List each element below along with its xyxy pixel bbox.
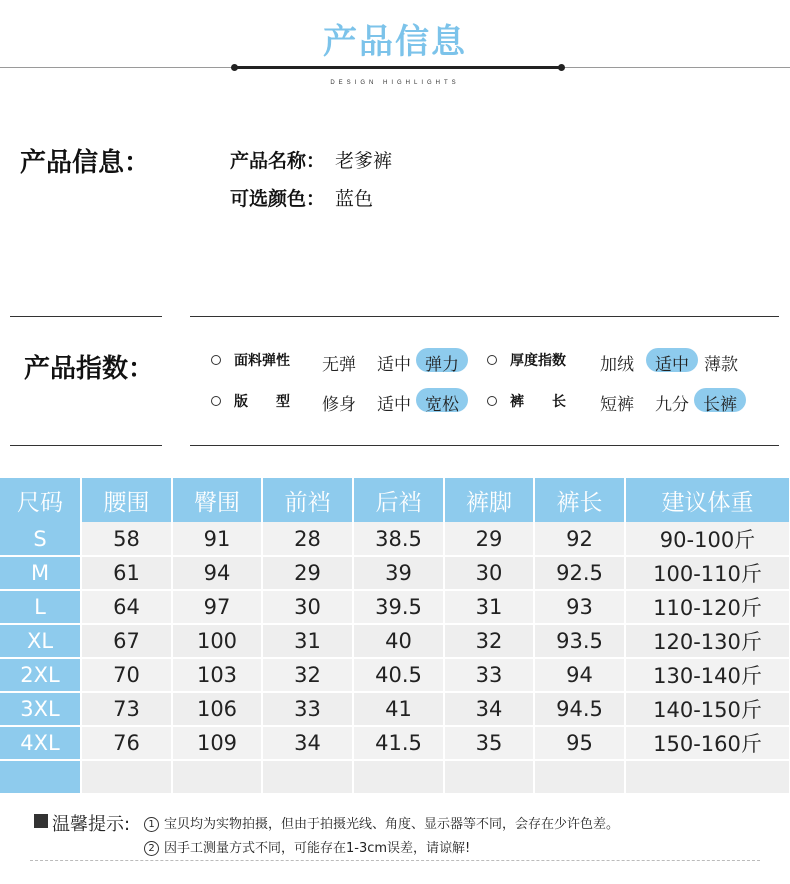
- page-title: 产品信息: [323, 22, 467, 62]
- table-row: [0, 692, 790, 726]
- table-cell: 40: [353, 624, 444, 658]
- index-option: 适中: [377, 355, 411, 375]
- table-header-cell: 前裆: [262, 478, 353, 522]
- section-divider: [10, 445, 162, 446]
- section-divider: [190, 445, 779, 446]
- bullet-icon: [211, 396, 221, 406]
- table-header-cell: 裤长: [534, 478, 625, 522]
- table-header-cell: 后裆: [353, 478, 444, 522]
- index-option-selected: 宽松: [425, 395, 459, 415]
- table-cell: 93.5: [534, 624, 625, 658]
- table-cell: 61: [81, 556, 172, 590]
- table-cell: 58: [81, 522, 172, 556]
- index-option-selected: 长裤: [703, 395, 737, 415]
- info-value: 蓝色: [335, 188, 374, 210]
- table-cell: 29: [444, 522, 534, 556]
- size-cell: M: [0, 556, 81, 590]
- size-cell: L: [0, 590, 81, 624]
- table-cell: 41: [353, 692, 444, 726]
- table-cell: 33: [444, 658, 534, 692]
- table-cell: 39.5: [353, 590, 444, 624]
- index-option: 加绒: [600, 355, 634, 375]
- table-cell: 33: [262, 692, 353, 726]
- table-row: [0, 760, 790, 794]
- info-key: 可选颜色：: [230, 188, 326, 210]
- table-header-cell: 腰围: [81, 478, 172, 522]
- index-label-elasticity: 面料弹性: [234, 353, 290, 369]
- table-cell: 32: [262, 658, 353, 692]
- table-cell: 30: [444, 556, 534, 590]
- info-row-color: [230, 184, 373, 211]
- table-cell: 94: [172, 556, 262, 590]
- table-row: [0, 726, 790, 760]
- table-cell: 91: [172, 522, 262, 556]
- bullet-icon: [487, 355, 497, 365]
- size-cell: XL: [0, 624, 81, 658]
- size-table: [0, 478, 790, 795]
- table-cell: 150-160斤: [625, 726, 790, 760]
- table-cell: [353, 760, 444, 794]
- table-row: [0, 522, 790, 556]
- index-option-selected: 适中: [655, 355, 689, 375]
- bullet-icon: [487, 396, 497, 406]
- table-cell: [444, 760, 534, 794]
- index-option: 薄款: [704, 355, 738, 375]
- table-cell: 67: [81, 624, 172, 658]
- size-cell: S: [0, 522, 81, 556]
- table-cell: 109: [172, 726, 262, 760]
- table-row: [0, 658, 790, 692]
- tip-number: 1: [144, 817, 159, 832]
- tip-text: 因手工测量方式不同，可能存在1-3cm误差，请谅解!: [164, 841, 471, 856]
- index-option: 短裤: [600, 395, 634, 415]
- info-value: 老爹裤: [335, 150, 393, 172]
- info-key: 产品名称：: [230, 150, 326, 172]
- bottom-divider: [30, 860, 760, 861]
- table-cell: 39: [353, 556, 444, 590]
- info-heading: 产品信息：: [20, 148, 151, 178]
- table-cell: 76: [81, 726, 172, 760]
- table-cell: 70: [81, 658, 172, 692]
- table-cell: 41.5: [353, 726, 444, 760]
- table-cell: 92: [534, 522, 625, 556]
- table-cell: 29: [262, 556, 353, 590]
- table-cell: 90-100斤: [625, 522, 790, 556]
- table-cell: 92.5: [534, 556, 625, 590]
- index-option: 九分: [655, 395, 689, 415]
- table-cell: [625, 760, 790, 794]
- table-cell: [534, 760, 625, 794]
- table-header-row: [0, 478, 790, 522]
- tip-line: [144, 813, 619, 832]
- table-cell: 34: [444, 692, 534, 726]
- header-accent-bar: [234, 66, 562, 69]
- header-subtitle: DESIGN HIGHLIGHTS: [330, 80, 460, 86]
- table-cell: 31: [262, 624, 353, 658]
- table-cell: 95: [534, 726, 625, 760]
- table-cell: 38.5: [353, 522, 444, 556]
- bullet-icon: [211, 355, 221, 365]
- index-option: 修身: [322, 395, 356, 415]
- tips-title: 温馨提示:: [52, 814, 131, 835]
- tip-square-icon: [34, 814, 48, 828]
- table-cell: 30: [262, 590, 353, 624]
- table-cell: 100-110斤: [625, 556, 790, 590]
- table-cell: [172, 760, 262, 794]
- size-cell: 2XL: [0, 658, 81, 692]
- section-divider: [10, 316, 162, 317]
- table-cell: 110-120斤: [625, 590, 790, 624]
- table-header-cell: 裤脚: [444, 478, 534, 522]
- table-cell: 100: [172, 624, 262, 658]
- table-header-cell: 尺码: [0, 478, 81, 522]
- table-cell: 73: [81, 692, 172, 726]
- index-label-length: 裤 长: [510, 394, 566, 410]
- table-cell: 34: [262, 726, 353, 760]
- table-cell: 106: [172, 692, 262, 726]
- table-cell: 28: [262, 522, 353, 556]
- table-cell: 97: [172, 590, 262, 624]
- table-cell: [262, 760, 353, 794]
- size-cell: 3XL: [0, 692, 81, 726]
- table-cell: 64: [81, 590, 172, 624]
- section-divider: [190, 316, 779, 317]
- index-label-fit: 版 型: [234, 394, 290, 410]
- size-cell: 4XL: [0, 726, 81, 760]
- table-cell: 31: [444, 590, 534, 624]
- table-cell: 103: [172, 658, 262, 692]
- table-cell: 93: [534, 590, 625, 624]
- table-cell: 32: [444, 624, 534, 658]
- table-cell: 94: [534, 658, 625, 692]
- table-cell: 35: [444, 726, 534, 760]
- tip-number: 2: [144, 841, 159, 856]
- table-cell: [81, 760, 172, 794]
- index-option-selected: 弹力: [425, 355, 459, 375]
- size-cell: [0, 760, 81, 794]
- table-cell: 94.5: [534, 692, 625, 726]
- tip-line: [144, 837, 470, 856]
- index-heading: 产品指数：: [24, 354, 155, 384]
- info-row-name: [230, 146, 392, 173]
- index-option: 无弹: [322, 355, 356, 375]
- index-label-thickness: 厚度指数: [510, 353, 566, 369]
- table-row: [0, 624, 790, 658]
- table-header-cell: 建议体重: [625, 478, 790, 522]
- table-cell: 40.5: [353, 658, 444, 692]
- table-row: [0, 590, 790, 624]
- table-header-cell: 臀围: [172, 478, 262, 522]
- table-cell: 130-140斤: [625, 658, 790, 692]
- tip-text: 宝贝均为实物拍摄，但由于拍摄光线、角度、显示器等不同，会存在少许色差。: [164, 817, 620, 832]
- table-cell: 120-130斤: [625, 624, 790, 658]
- index-option: 适中: [377, 395, 411, 415]
- table-row: [0, 556, 790, 590]
- table-cell: 140-150斤: [625, 692, 790, 726]
